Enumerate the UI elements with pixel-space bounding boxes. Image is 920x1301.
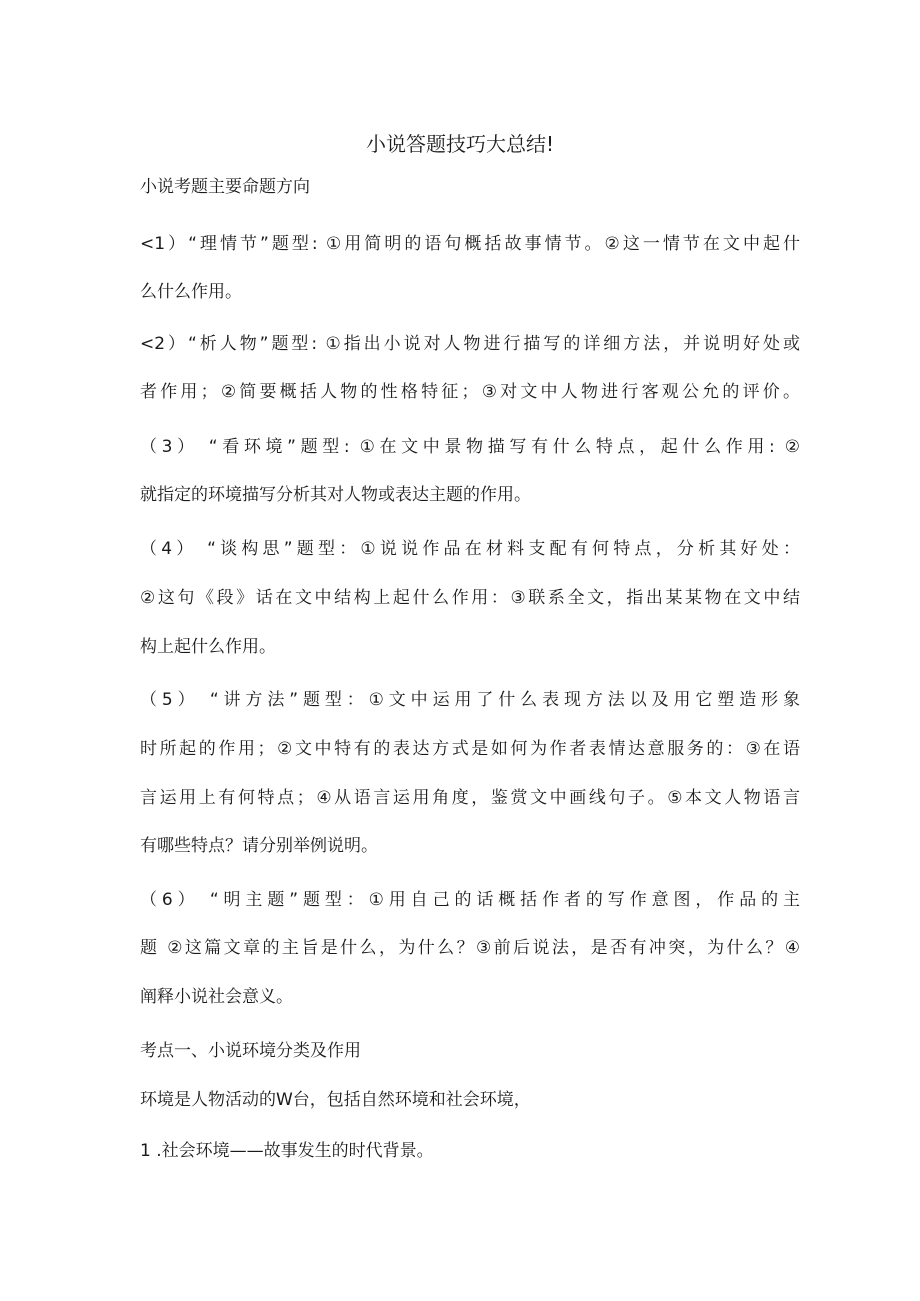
paragraph-line: 时所起的作用；②文中特有的表达方式是如何为作者表情达意服务的：③在语 <box>140 739 800 759</box>
document-title: 小说答题技巧大总结! <box>365 132 555 156</box>
paragraph-line: 言运用上有何特点；④从语言运用角度，鉴赏文中画线句子。⑤本文人物语言 <box>140 788 800 808</box>
paragraph-line: 者作用；②简要概括人物的性格特征；③对文中人物进行客观公允的评价。 <box>140 382 800 402</box>
paragraph-line: 构上起什么作用。 <box>140 637 276 657</box>
section-heading: 考点一、小说环境分类及作用 <box>140 1041 361 1061</box>
paragraph-line: <1）“理情节”题型: ①用简明的语句概括故事情节。②这一情节在文中起什 <box>140 234 800 254</box>
paragraph-line: （4） “谈构思”题型：①说说作品在材料支配有何特点，分析其好处： <box>140 539 800 559</box>
paragraph-line: ②这句《段》话在文中结构上起什么作用：③联系全文，指出某某物在文中结 <box>140 588 800 608</box>
paragraph-line: 么什么作用。 <box>140 282 242 302</box>
paragraph-line: 有哪些特点？请分别举例说明。 <box>140 836 378 856</box>
paragraph-line: 环境是人物活动的W台，包括自然环境和社会环境， <box>140 1090 531 1110</box>
paragraph-line: <2）“析人物”题型: ①指出小说对人物进行描写的详细方法，并说明好处或 <box>140 334 800 354</box>
paragraph-line: 题 ②这篇文章的主旨是什么，为什么？③前后说法，是否有冲突，为什么？④ <box>140 938 800 958</box>
paragraph-line: 1 .社会环境——故事发生的时代背景。 <box>140 1141 434 1161</box>
paragraph-line: 阐释小说社会意义。 <box>140 987 293 1007</box>
paragraph-line: （3） “看环境”题型: ①在文中景物描写有什么特点，起什么作用: ② <box>140 437 800 457</box>
section-heading: 小说考题主要命题方向 <box>140 177 310 197</box>
paragraph-line: （6） “明主题”题型：①用自己的话概括作者的写作意图，作品的主 <box>140 890 800 910</box>
paragraph-line: 就指定的环境描写分析其对人物或表达主题的作用。 <box>140 485 531 505</box>
paragraph-line: （5） “讲方法”题型：①文中运用了什么表现方法以及用它塑造形象 <box>140 690 800 710</box>
